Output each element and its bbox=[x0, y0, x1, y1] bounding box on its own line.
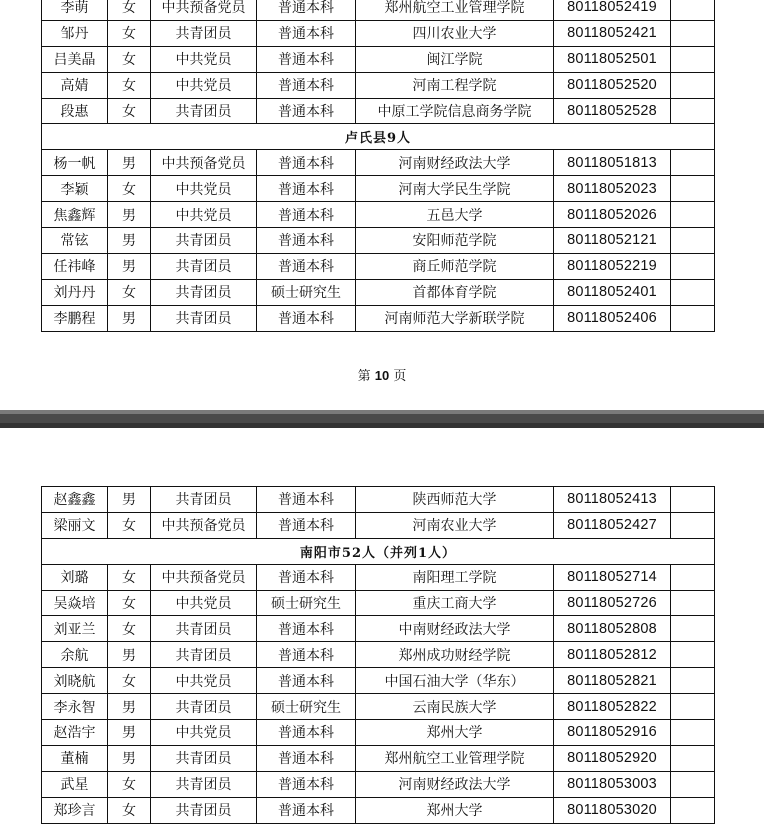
political-status-cell: 中共党员 bbox=[151, 720, 257, 746]
exam-number-cell: 80118052219 bbox=[554, 253, 671, 279]
name-cell: 吴焱培 bbox=[42, 590, 108, 616]
remark-cell bbox=[671, 98, 715, 124]
section-row bbox=[42, 538, 715, 564]
section-header: 南阳市52人（并列1人） bbox=[42, 538, 715, 564]
exam-number-cell: 80118052421 bbox=[554, 20, 671, 46]
table-row bbox=[42, 98, 715, 124]
table-row bbox=[42, 279, 715, 305]
school-cell: 河南农业大学 bbox=[356, 512, 554, 538]
political-status-cell: 共青团员 bbox=[151, 694, 257, 720]
education-cell: 普通本科 bbox=[257, 564, 356, 590]
education-cell: 普通本科 bbox=[257, 745, 356, 771]
gender-cell: 女 bbox=[108, 616, 151, 642]
school-cell: 首都体育学院 bbox=[356, 279, 554, 305]
school-cell: 陕西师范大学 bbox=[356, 487, 554, 513]
education-cell: 普通本科 bbox=[257, 228, 356, 254]
table-row bbox=[42, 694, 715, 720]
education-cell: 普通本科 bbox=[257, 98, 356, 124]
political-status-cell: 中共党员 bbox=[151, 176, 257, 202]
name-cell: 李颖 bbox=[42, 176, 108, 202]
education-cell: 普通本科 bbox=[257, 720, 356, 746]
remark-cell bbox=[671, 720, 715, 746]
gender-cell: 女 bbox=[108, 72, 151, 98]
political-status-cell: 中共预备党员 bbox=[151, 0, 257, 20]
education-cell: 普通本科 bbox=[257, 642, 356, 668]
table-row bbox=[42, 720, 715, 746]
remark-cell bbox=[671, 202, 715, 228]
remark-cell bbox=[671, 512, 715, 538]
remark-cell bbox=[671, 642, 715, 668]
gender-cell: 女 bbox=[108, 98, 151, 124]
exam-number-cell: 80118052812 bbox=[554, 642, 671, 668]
school-cell: 郑州航空工业管理学院 bbox=[356, 745, 554, 771]
gender-cell: 女 bbox=[108, 771, 151, 797]
education-cell: 普通本科 bbox=[257, 0, 356, 20]
name-cell: 刘晓航 bbox=[42, 668, 108, 694]
school-cell: 闽江学院 bbox=[356, 46, 554, 72]
gender-cell: 男 bbox=[108, 150, 151, 176]
political-status-cell: 中共预备党员 bbox=[151, 150, 257, 176]
table-row bbox=[42, 0, 715, 20]
table-row bbox=[42, 771, 715, 797]
exam-number-cell: 80118052026 bbox=[554, 202, 671, 228]
gender-cell: 男 bbox=[108, 305, 151, 331]
document-page-top bbox=[0, 0, 764, 410]
remark-cell bbox=[671, 279, 715, 305]
gender-cell: 女 bbox=[108, 668, 151, 694]
gender-cell: 女 bbox=[108, 279, 151, 305]
gender-cell: 女 bbox=[108, 512, 151, 538]
remark-cell bbox=[671, 72, 715, 98]
political-status-cell: 共青团员 bbox=[151, 642, 257, 668]
exam-number-cell: 80118052501 bbox=[554, 46, 671, 72]
remark-cell bbox=[671, 668, 715, 694]
school-cell: 安阳师范学院 bbox=[356, 228, 554, 254]
exam-number-cell: 80118052520 bbox=[554, 72, 671, 98]
name-cell: 焦鑫辉 bbox=[42, 202, 108, 228]
education-cell: 普通本科 bbox=[257, 253, 356, 279]
gender-cell: 男 bbox=[108, 202, 151, 228]
gender-cell: 女 bbox=[108, 20, 151, 46]
page-number bbox=[0, 365, 764, 384]
name-cell: 段惠 bbox=[42, 98, 108, 124]
school-cell: 河南财经政法大学 bbox=[356, 771, 554, 797]
remark-cell bbox=[671, 305, 715, 331]
political-status-cell: 中共预备党员 bbox=[151, 512, 257, 538]
education-cell: 普通本科 bbox=[257, 668, 356, 694]
remark-cell bbox=[671, 253, 715, 279]
gender-cell: 女 bbox=[108, 797, 151, 823]
school-cell: 五邑大学 bbox=[356, 202, 554, 228]
gender-cell: 男 bbox=[108, 228, 151, 254]
section-header: 卢氏县9人 bbox=[42, 124, 715, 150]
name-cell: 刘丹丹 bbox=[42, 279, 108, 305]
school-cell: 河南大学民生学院 bbox=[356, 176, 554, 202]
remark-cell bbox=[671, 564, 715, 590]
table-row bbox=[42, 253, 715, 279]
education-cell: 硕士研究生 bbox=[257, 590, 356, 616]
gender-cell: 男 bbox=[108, 694, 151, 720]
exam-number-cell: 80118052726 bbox=[554, 590, 671, 616]
political-status-cell: 共青团员 bbox=[151, 771, 257, 797]
table-row bbox=[42, 564, 715, 590]
name-cell: 常铉 bbox=[42, 228, 108, 254]
school-cell: 河南工程学院 bbox=[356, 72, 554, 98]
exam-number-cell: 80118052121 bbox=[554, 228, 671, 254]
page-number-prefix: 第 bbox=[357, 369, 371, 384]
remark-cell bbox=[671, 176, 715, 202]
school-cell: 河南财经政法大学 bbox=[356, 150, 554, 176]
education-cell: 普通本科 bbox=[257, 20, 356, 46]
table-row bbox=[42, 512, 715, 538]
education-cell: 普通本科 bbox=[257, 512, 356, 538]
name-cell: 赵鑫鑫 bbox=[42, 487, 108, 513]
political-status-cell: 共青团员 bbox=[151, 279, 257, 305]
school-cell: 南阳理工学院 bbox=[356, 564, 554, 590]
name-cell: 刘璐 bbox=[42, 564, 108, 590]
school-cell: 商丘师范学院 bbox=[356, 253, 554, 279]
gender-cell: 女 bbox=[108, 0, 151, 20]
political-status-cell: 共青团员 bbox=[151, 745, 257, 771]
section-row bbox=[42, 124, 715, 150]
gender-cell: 男 bbox=[108, 487, 151, 513]
table-row bbox=[42, 642, 715, 668]
name-cell: 武星 bbox=[42, 771, 108, 797]
political-status-cell: 中共党员 bbox=[151, 72, 257, 98]
exam-number-cell: 80118053020 bbox=[554, 797, 671, 823]
political-status-cell: 共青团员 bbox=[151, 253, 257, 279]
name-cell: 高婧 bbox=[42, 72, 108, 98]
education-cell: 硕士研究生 bbox=[257, 694, 356, 720]
gender-cell: 男 bbox=[108, 720, 151, 746]
remark-cell bbox=[671, 745, 715, 771]
remark-cell bbox=[671, 150, 715, 176]
political-status-cell: 中共党员 bbox=[151, 46, 257, 72]
name-cell: 李永智 bbox=[42, 694, 108, 720]
school-cell: 河南师范大学新联学院 bbox=[356, 305, 554, 331]
education-cell: 普通本科 bbox=[257, 150, 356, 176]
name-cell: 郑珍言 bbox=[42, 797, 108, 823]
name-cell: 杨一帆 bbox=[42, 150, 108, 176]
name-cell: 董楠 bbox=[42, 745, 108, 771]
exam-number-cell: 80118052822 bbox=[554, 694, 671, 720]
name-cell: 邹丹 bbox=[42, 20, 108, 46]
name-cell: 吕美晶 bbox=[42, 46, 108, 72]
education-cell: 普通本科 bbox=[257, 305, 356, 331]
exam-number-cell: 80118052401 bbox=[554, 279, 671, 305]
school-cell: 中国石油大学（华东） bbox=[356, 668, 554, 694]
education-cell: 普通本科 bbox=[257, 72, 356, 98]
gender-cell: 男 bbox=[108, 745, 151, 771]
gender-cell: 女 bbox=[108, 590, 151, 616]
exam-number-cell: 80118052413 bbox=[554, 487, 671, 513]
school-cell: 中南财经政法大学 bbox=[356, 616, 554, 642]
name-cell: 赵浩宇 bbox=[42, 720, 108, 746]
political-status-cell: 共青团员 bbox=[151, 20, 257, 46]
remark-cell bbox=[671, 487, 715, 513]
table-row bbox=[42, 668, 715, 694]
education-cell: 普通本科 bbox=[257, 202, 356, 228]
gender-cell: 男 bbox=[108, 642, 151, 668]
education-cell: 普通本科 bbox=[257, 487, 356, 513]
table-row bbox=[42, 176, 715, 202]
remark-cell bbox=[671, 46, 715, 72]
school-cell: 重庆工商大学 bbox=[356, 590, 554, 616]
table-row bbox=[42, 228, 715, 254]
school-cell: 郑州大学 bbox=[356, 720, 554, 746]
name-cell: 刘亚兰 bbox=[42, 616, 108, 642]
table-row bbox=[42, 72, 715, 98]
education-cell: 普通本科 bbox=[257, 176, 356, 202]
school-cell: 中原工学院信息商务学院 bbox=[356, 98, 554, 124]
political-status-cell: 共青团员 bbox=[151, 305, 257, 331]
page-number-suffix: 页 bbox=[393, 369, 407, 384]
table-row bbox=[42, 46, 715, 72]
school-cell: 郑州大学 bbox=[356, 797, 554, 823]
exam-number-cell: 80118052528 bbox=[554, 98, 671, 124]
table-row bbox=[42, 487, 715, 513]
table-row bbox=[42, 616, 715, 642]
document-page-bottom bbox=[0, 428, 764, 825]
education-cell: 普通本科 bbox=[257, 46, 356, 72]
remark-cell bbox=[671, 797, 715, 823]
political-status-cell: 中共预备党员 bbox=[151, 564, 257, 590]
exam-number-cell: 80118052406 bbox=[554, 305, 671, 331]
political-status-cell: 中共党员 bbox=[151, 590, 257, 616]
school-cell: 郑州成功财经学院 bbox=[356, 642, 554, 668]
remark-cell bbox=[671, 590, 715, 616]
school-cell: 郑州航空工业管理学院 bbox=[356, 0, 554, 20]
roster-table bbox=[41, 0, 715, 332]
name-cell: 任祎峰 bbox=[42, 253, 108, 279]
political-status-cell: 共青团员 bbox=[151, 797, 257, 823]
exam-number-cell: 80118051813 bbox=[554, 150, 671, 176]
table-row bbox=[42, 745, 715, 771]
table-row bbox=[42, 797, 715, 823]
political-status-cell: 共青团员 bbox=[151, 616, 257, 642]
table-row bbox=[42, 20, 715, 46]
gender-cell: 女 bbox=[108, 564, 151, 590]
table-row bbox=[42, 150, 715, 176]
education-cell: 普通本科 bbox=[257, 797, 356, 823]
exam-number-cell: 80118052916 bbox=[554, 720, 671, 746]
exam-number-cell: 80118052714 bbox=[554, 564, 671, 590]
political-status-cell: 共青团员 bbox=[151, 98, 257, 124]
remark-cell bbox=[671, 616, 715, 642]
remark-cell bbox=[671, 771, 715, 797]
gender-cell: 女 bbox=[108, 46, 151, 72]
political-status-cell: 中共党员 bbox=[151, 668, 257, 694]
gender-cell: 女 bbox=[108, 176, 151, 202]
remark-cell bbox=[671, 228, 715, 254]
education-cell: 普通本科 bbox=[257, 616, 356, 642]
page-separator bbox=[0, 410, 764, 428]
political-status-cell: 共青团员 bbox=[151, 228, 257, 254]
table-row bbox=[42, 305, 715, 331]
education-cell: 普通本科 bbox=[257, 771, 356, 797]
political-status-cell: 共青团员 bbox=[151, 487, 257, 513]
table-row bbox=[42, 590, 715, 616]
name-cell: 李萌 bbox=[42, 0, 108, 20]
name-cell: 梁丽文 bbox=[42, 512, 108, 538]
remark-cell bbox=[671, 20, 715, 46]
table-row bbox=[42, 202, 715, 228]
remark-cell bbox=[671, 0, 715, 20]
exam-number-cell: 80118052920 bbox=[554, 745, 671, 771]
gender-cell: 男 bbox=[108, 253, 151, 279]
roster-table bbox=[41, 486, 715, 824]
political-status-cell: 中共党员 bbox=[151, 202, 257, 228]
exam-number-cell: 80118052419 bbox=[554, 0, 671, 20]
exam-number-cell: 80118052821 bbox=[554, 668, 671, 694]
name-cell: 李鹏程 bbox=[42, 305, 108, 331]
school-cell: 云南民族大学 bbox=[356, 694, 554, 720]
exam-number-cell: 80118053003 bbox=[554, 771, 671, 797]
education-cell: 硕士研究生 bbox=[257, 279, 356, 305]
page-number-value: 10 bbox=[374, 368, 390, 383]
remark-cell bbox=[671, 694, 715, 720]
exam-number-cell: 80118052427 bbox=[554, 512, 671, 538]
school-cell: 四川农业大学 bbox=[356, 20, 554, 46]
exam-number-cell: 80118052808 bbox=[554, 616, 671, 642]
name-cell: 余航 bbox=[42, 642, 108, 668]
exam-number-cell: 80118052023 bbox=[554, 176, 671, 202]
